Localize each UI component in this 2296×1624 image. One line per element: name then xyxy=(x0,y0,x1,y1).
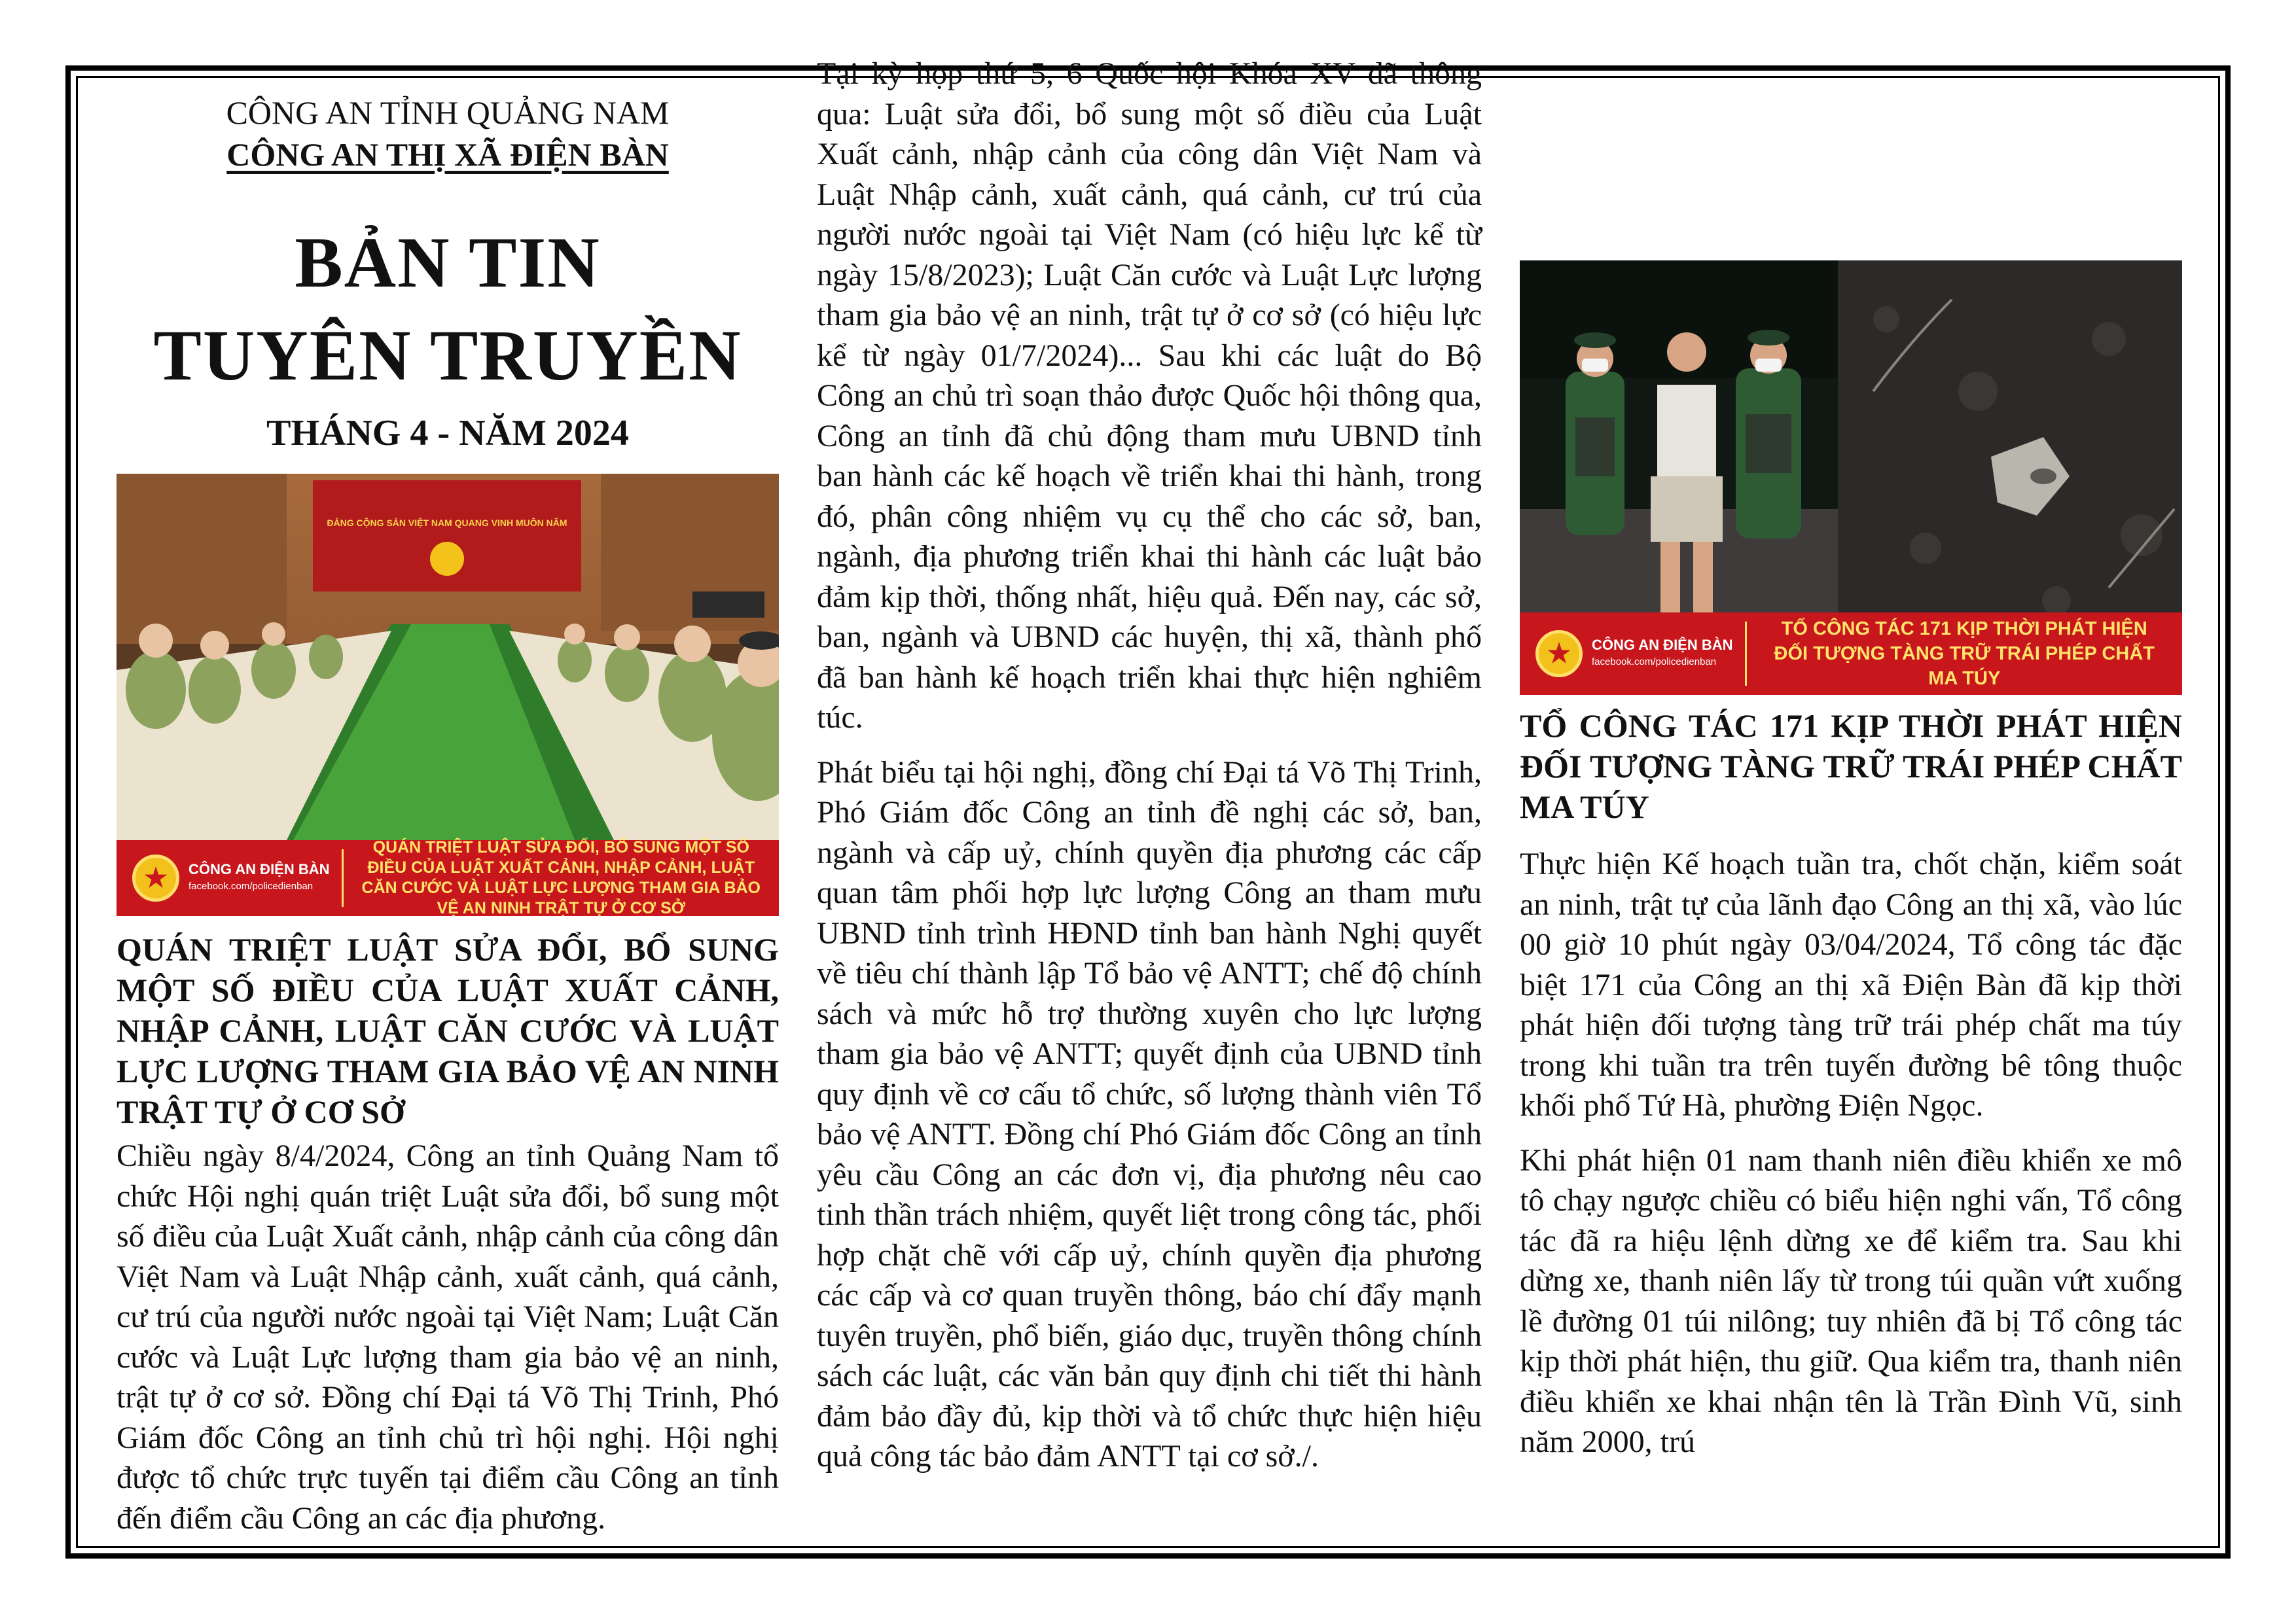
article1-paragraph-3: Phát biểu tại hội nghị, đồng chí Đại tá Võ Thị Trinh, Phó Giám đốc Công an tỉnh đề nghị các sở, ban, ngành và cấp uỷ, chính quyền địa phương các cấp quan tâm phối hợp lực lượng Công an tham mưu UBND tỉnh trình HĐND tỉnh ban hành Nghị quyết về tiêu chí thành lập Tổ bảo vệ ANTT; chế độ chính sách và mức hỗ trợ thường xuyên cho lực lượng tham gia bảo vệ ANTT; quyết định của UBND tỉnh quy định về cơ cấu tổ chức, số lượng thành viên Tổ bảo vệ ANTT. Đồng chí Phó Giám đốc Công an tỉnh yêu cầu Công an các đơn vị, địa phương nêu cao tinh thần trách nhiệm, quyết liệt trong công tác, phối hợp chặt chẽ với cấp uỷ, chính quyền địa phương các cấp và cơ quan truyền thông, báo chí đẩy mạnh tuyên truyền, phổ biến, giáo dục, truyền thông chính sách các luật, các văn bản quy định chi tiết thi hành đảm bảo đầy đủ, kịp thời và tổ chức thực hiện hiệu quả công tác bảo đảm ANTT tại cơ sở./. xyxy=(817,754,1482,1474)
article1-paragraph-2: Tại kỳ họp thứ 5, 6 Quốc hội Khóa XV đã thông qua: Luật sửa đổi, bổ sung một số điều của Luật Xuất cảnh, nhập cảnh của công dân Việt Nam và Luật Nhập cảnh, xuất cảnh, quá cảnh, cư trú của người nước ngoài tại Việt Nam (có hiệu lực kể từ ngày 15/8/2023); Luật Căn cước và Luật Lực lượng tham gia bảo vệ an ninh, trật tự ở cơ sở (có hiệu lực kể từ ngày 01/7/2024)... Sau khi các luật do Bộ Công an chủ trì soạn thảo được Quốc hội thông qua, Công an tỉnh đã chủ động tham mưu UBND tỉnh ban hành các kế hoạch về triển khai thi hành, trong đó, phân công nhiệm vụ cụ thể cho các sở, ban, ngành, địa phương triển khai thi hành các luật bảo đảm kịp thời, thống nhất, hiệu quả. Đến nay, các sở, ban, ngành và UBND các huyện, thị xã, thành phố đã ban hành kế hoạch triển khai thực hiện nghiêm túc. xyxy=(817,56,1482,735)
agency-name: CÔNG AN TỈNH QUẢNG NAM xyxy=(226,94,670,131)
column-left xyxy=(117,92,779,1553)
meeting-photo xyxy=(117,474,779,916)
article2-headline: TỔ CÔNG TÁC 171 KỊP THỜI PHÁT HIỆN ĐỐI TƯỢNG TÀNG TRỮ TRÁI PHÉP CHẤT MA TÚY xyxy=(1520,707,2182,825)
banner-caption-line2: ĐỐI TƯỢNG TÀNG TRỮ TRÁI PHÉP CHẤT MA TÚY xyxy=(1774,643,2155,689)
banner-unit-name: CÔNG AN ĐIỆN BÀN xyxy=(1592,637,1733,653)
bulletin-title-line2: TUYÊN TRUYỀN xyxy=(153,315,742,395)
column-right xyxy=(1520,260,2182,1477)
arrest-photo-banner xyxy=(1520,612,2182,695)
bulletin-month: THÁNG 4 - NĂM 2024 xyxy=(266,413,629,453)
article2-paragraph-1: Thực hiện Kế hoạch tuần tra, chốt chặn, kiểm soát an ninh, trật tự của lãnh đạo Công an thị xã, vào lúc 00 giờ 10 phút ngày 03/04/2024, Tổ công tác đặc biệt 171 của Công an thị xã Điện Bàn đã kịp thời phát hiện đối tượng tàng trữ trái phép chất ma túy trong khi tuần tra trên tuyến đường bê tông thuộc khối phố Tứ Hà, phường Điện Ngọc. xyxy=(1520,847,2182,1123)
meeting-photo-banner xyxy=(117,840,779,916)
banner-divider xyxy=(342,849,344,907)
banner-unit-url: facebook.com/policedienban xyxy=(1592,656,1717,667)
banner-caption-line1: TỔ CÔNG TÁC 171 KỊP THỜI PHÁT HIỆN xyxy=(1781,618,2147,639)
police-emblem-icon: ★ xyxy=(132,855,179,902)
banner-caption: QUÁN TRIỆT LUẬT SỬA ĐỔI, BỔ SUNG MỘT SỐ ĐIỀU CỦA LUẬT XUẤT CẢNH, NHẬP CẢNH, LUẬT CĂN CƯỚC VÀ LUẬT LỰC LƯỢNG THAM GIA BẢO VỆ AN NINH TRẬT TỰ Ở CƠ SỞ xyxy=(361,838,761,916)
backdrop-slogan: ĐẢNG CỘNG SẢN VIỆT NAM QUANG VINH MUÔN NĂM xyxy=(327,518,567,528)
banner-divider xyxy=(1745,622,1747,686)
banner-unit xyxy=(188,861,330,895)
banner-unit xyxy=(1592,637,1733,671)
banner-caption xyxy=(1759,616,2182,691)
article1-paragraph-1: Chiều ngày 8/4/2024, Công an tỉnh Quảng Nam tổ chức Hội nghị quán triệt Luật sửa đổi, bổ sung một số điều của Luật Xuất cảnh, nhập cảnh của công dân Việt Nam và Luật Nhập cảnh, xuất cảnh, quá cảnh, cư trú của người nước ngoài tại Việt Nam; Luật Căn cước và Luật Lực lượng tham gia bảo vệ an ninh, trật tự ở cơ sở. Đồng chí Đại tá Võ Thị Trinh, Phó Giám đốc Công an tỉnh chủ trì hội nghị. Hội nghị được tổ chức trực tuyến tại điểm cầu Công an tỉnh đến điểm cầu Công an các địa phương. xyxy=(117,1139,779,1536)
police-emblem-icon: ★ xyxy=(1535,630,1583,677)
bulletin-title-line1: BẢN TIN xyxy=(295,222,601,302)
article2-paragraph-2: Khi phát hiện 01 nam thanh niên điều khiển xe mô tô chạy ngược chiều có biểu hiện nghi vấn, Tổ công tác đã ra hiệu lệnh dừng xe để kiểm tra. Sau khi dừng xe, thanh niên lấy từ trong túi quần vứt xuống lề đường 01 túi nilông; tuy nhiên đã bị Tổ công tác kịp thời phát hiện, thu giữ. Qua kiểm tra, thanh niên điều khiển xe khai nhận tên là Trần Đình Vũ, sinh năm 2000, trú xyxy=(1520,1142,2182,1459)
column-middle xyxy=(817,54,1482,1491)
article1-headline: QUÁN TRIỆT LUẬT SỬA ĐỔI, BỔ SUNG MỘT SỐ ĐIỀU CỦA LUẬT XUẤT CẢNH, NHẬP CẢNH, LUẬT CĂN CƯỚC VÀ LUẬT LỰC LƯỢNG THAM GIA BẢO VỆ AN NINH TRẬT TỰ Ở CƠ SỞ xyxy=(117,931,779,1130)
banner-unit-name: CÔNG AN ĐIỆN BÀN xyxy=(188,861,330,877)
banner-unit-url: facebook.com/policedienban xyxy=(188,881,314,892)
arrest-photo xyxy=(1520,260,2182,695)
unit-name: CÔNG AN THỊ XÃ ĐIỆN BÀN xyxy=(226,136,669,173)
bulletin-title xyxy=(117,216,779,402)
